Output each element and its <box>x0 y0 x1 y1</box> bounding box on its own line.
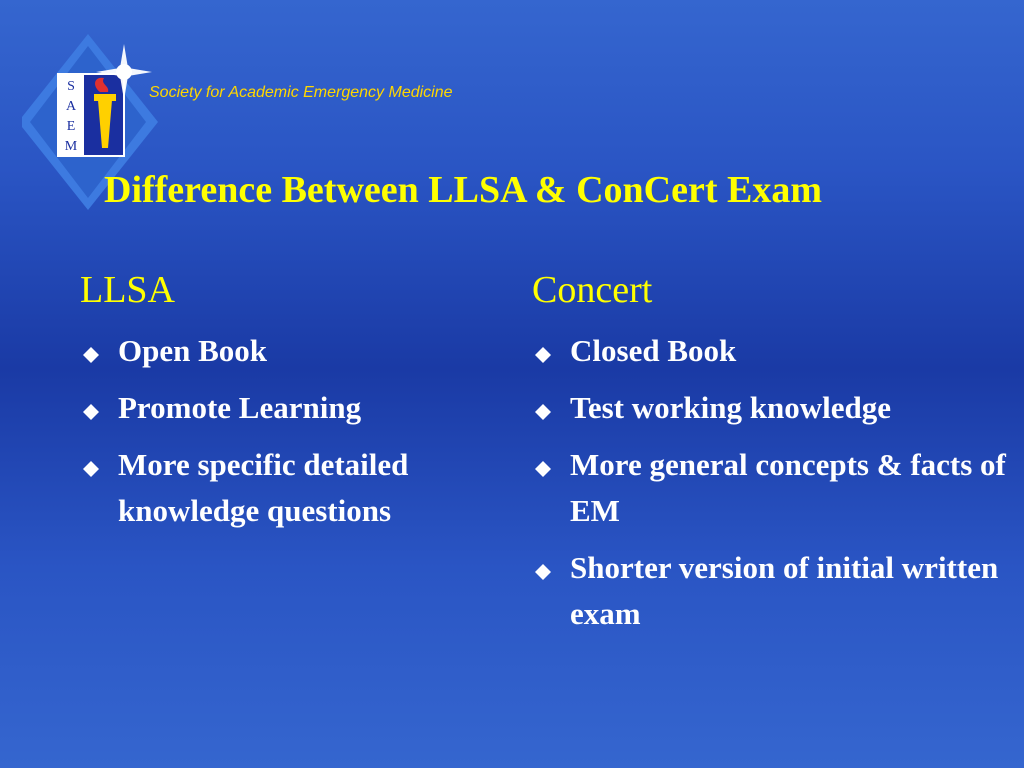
list-item <box>80 328 480 374</box>
logo-letter-s: S <box>67 79 75 94</box>
concert-heading: Concert <box>532 269 653 311</box>
list-item-text: Test working knowledge <box>570 390 891 425</box>
llsa-column <box>80 266 480 545</box>
list-item-text: Closed Book <box>570 333 737 368</box>
slide-title: Difference Between LLSA & ConCert Exam <box>104 169 822 211</box>
diamond-bullet-icon <box>535 347 551 363</box>
list-item <box>532 545 1012 637</box>
diamond-bullet-icon <box>535 564 551 580</box>
concert-list <box>532 328 1012 637</box>
list-item-text: Open Book <box>118 333 268 368</box>
diamond-bullet-icon <box>535 461 551 477</box>
list-item-text: Shorter version of initial written exam <box>570 550 999 631</box>
list-item-text: More general concepts & facts of EM <box>570 447 1006 528</box>
list-item-text: More specific detailed knowledge questions <box>118 447 409 528</box>
list-item <box>80 385 480 431</box>
torch-cup-icon <box>94 94 116 101</box>
list-item <box>532 328 1012 374</box>
diamond-bullet-icon <box>83 461 99 477</box>
concert-column <box>532 266 1012 648</box>
org-name: Society for Academic Emergency Medicine <box>149 84 453 101</box>
list-item-text: Promote Learning <box>118 390 362 425</box>
list-item <box>532 385 1012 431</box>
logo-letter-a: A <box>65 99 77 114</box>
logo-letter-e: E <box>66 119 76 134</box>
list-item <box>532 442 1012 534</box>
llsa-heading: LLSA <box>80 269 175 311</box>
list-item <box>80 442 480 534</box>
diamond-bullet-icon <box>83 347 99 363</box>
logo-letter-m: M <box>64 139 78 154</box>
diamond-bullet-icon <box>535 404 551 420</box>
diamond-bullet-icon <box>83 404 99 420</box>
llsa-list <box>80 328 480 534</box>
